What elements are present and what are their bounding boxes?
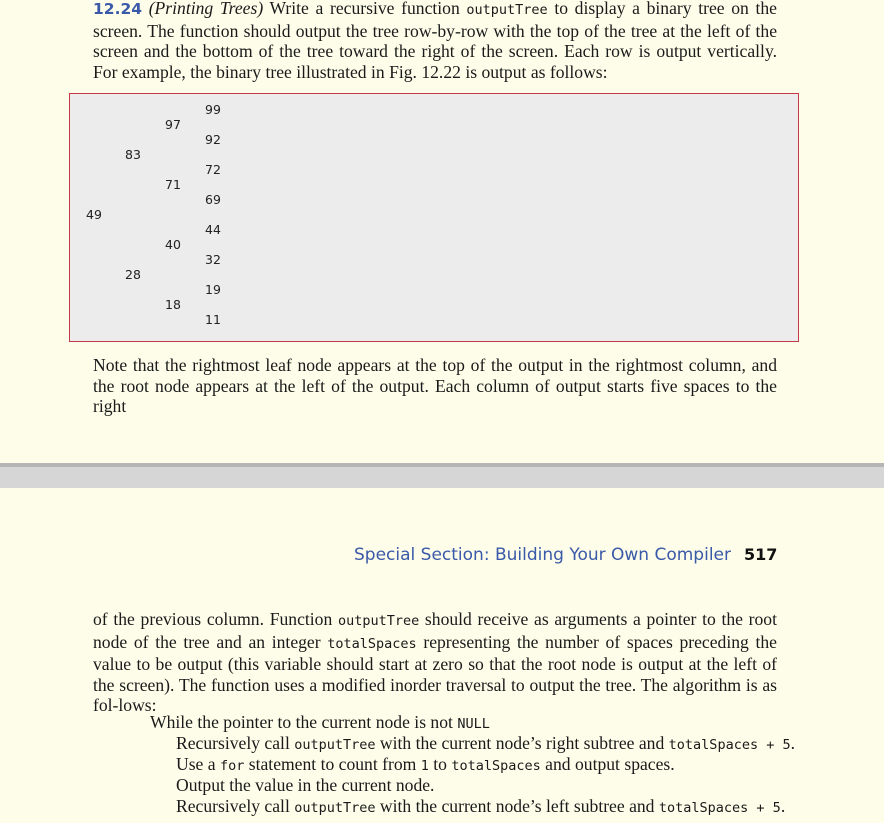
inline-code: 1 — [420, 758, 429, 774]
algorithm-step — [150, 712, 490, 735]
inline-text: statement to count from — [244, 754, 421, 774]
tree-value: 49 — [86, 207, 102, 222]
inline-text: to display a binary tree on the screen. The function should output the tree row-by-row with the top of the tree at the left of the screen and the bottom of the tree toward the right of the screen. Each row is output vertically. For example, the binary tree illustrated in Fig. 12.22 is output as follows: — [93, 0, 777, 82]
inline-text: . — [790, 733, 795, 753]
tree-value: 99 — [205, 102, 221, 117]
exercise-title: (Printing Trees) — [148, 0, 264, 18]
inline-text: While the pointer to the current node is not — [150, 712, 458, 732]
running-header-section: Special Section: Building Your Own Compiler — [354, 545, 731, 565]
tree-value: 11 — [205, 312, 221, 327]
inline-text: Recursively call — [176, 733, 295, 753]
inline-code: outputTree — [466, 2, 548, 18]
inline-text: representing the number of spaces preceding the value to be output (this variable should start at zero so that the root node is output at the left of the screen). The function uses a modified inorder traversal to output the tree. The algorithm is as fol-lows: — [93, 631, 777, 715]
inline-text: with the current node’s left subtree and — [375, 796, 659, 816]
inline-text: Write a recursive function — [263, 0, 467, 18]
inline-text: to — [428, 754, 452, 774]
inline-code: totalSpaces + 5 — [658, 800, 781, 816]
inline-text: Recursively call — [176, 796, 295, 816]
tree-value: 71 — [165, 177, 181, 192]
note-paragraph: Note that the rightmost leaf node appears at the top of the output in the rightmost column, and the root node appears at the left of the output. Each column of output starts five spaces to the right — [93, 355, 777, 416]
tree-value: 69 — [205, 192, 221, 207]
exercise-number: 12.24 — [93, 0, 143, 18]
inline-text: and output spaces. — [540, 754, 675, 774]
tree-value: 40 — [165, 237, 181, 252]
inline-text: Use a — [176, 754, 220, 774]
inline-code: NULL — [457, 716, 490, 732]
inline-code: totalSpaces — [327, 635, 417, 652]
tree-value: 92 — [205, 132, 221, 147]
algorithm-step — [176, 754, 675, 777]
inline-code: totalSpaces + 5 — [668, 737, 791, 753]
inline-text: Output the value in the current node. — [176, 775, 435, 795]
program-output-box — [69, 93, 799, 342]
tree-value: 97 — [165, 117, 181, 132]
inline-text: . — [780, 796, 786, 816]
inline-code: outputTree — [294, 800, 376, 816]
tree-value: 28 — [125, 267, 141, 282]
tree-value: 72 — [205, 162, 221, 177]
algorithm-step — [176, 796, 785, 819]
inline-code: outputTree — [294, 737, 376, 753]
inline-text: of the previous column. Function — [93, 609, 338, 629]
tree-value: 19 — [205, 282, 221, 297]
tree-value: 32 — [205, 252, 221, 267]
tree-value: 18 — [165, 297, 181, 312]
inline-code: outputTree — [337, 613, 420, 629]
page-number: 517 — [744, 545, 778, 564]
tree-value: 44 — [205, 222, 221, 237]
inline-code: for — [219, 758, 245, 774]
inline-text: with the current node’s right subtree and — [375, 733, 669, 753]
inline-text: should receive as arguments a pointer to the root node of the tree and an integer — [93, 609, 777, 652]
tree-value: 83 — [125, 147, 141, 162]
page-divider-line — [0, 463, 884, 467]
algorithm-step — [176, 733, 795, 756]
continuation-paragraph — [93, 609, 777, 716]
inline-code: totalSpaces — [451, 758, 541, 774]
exercise-paragraph — [93, 0, 777, 82]
algorithm-step — [176, 775, 434, 796]
